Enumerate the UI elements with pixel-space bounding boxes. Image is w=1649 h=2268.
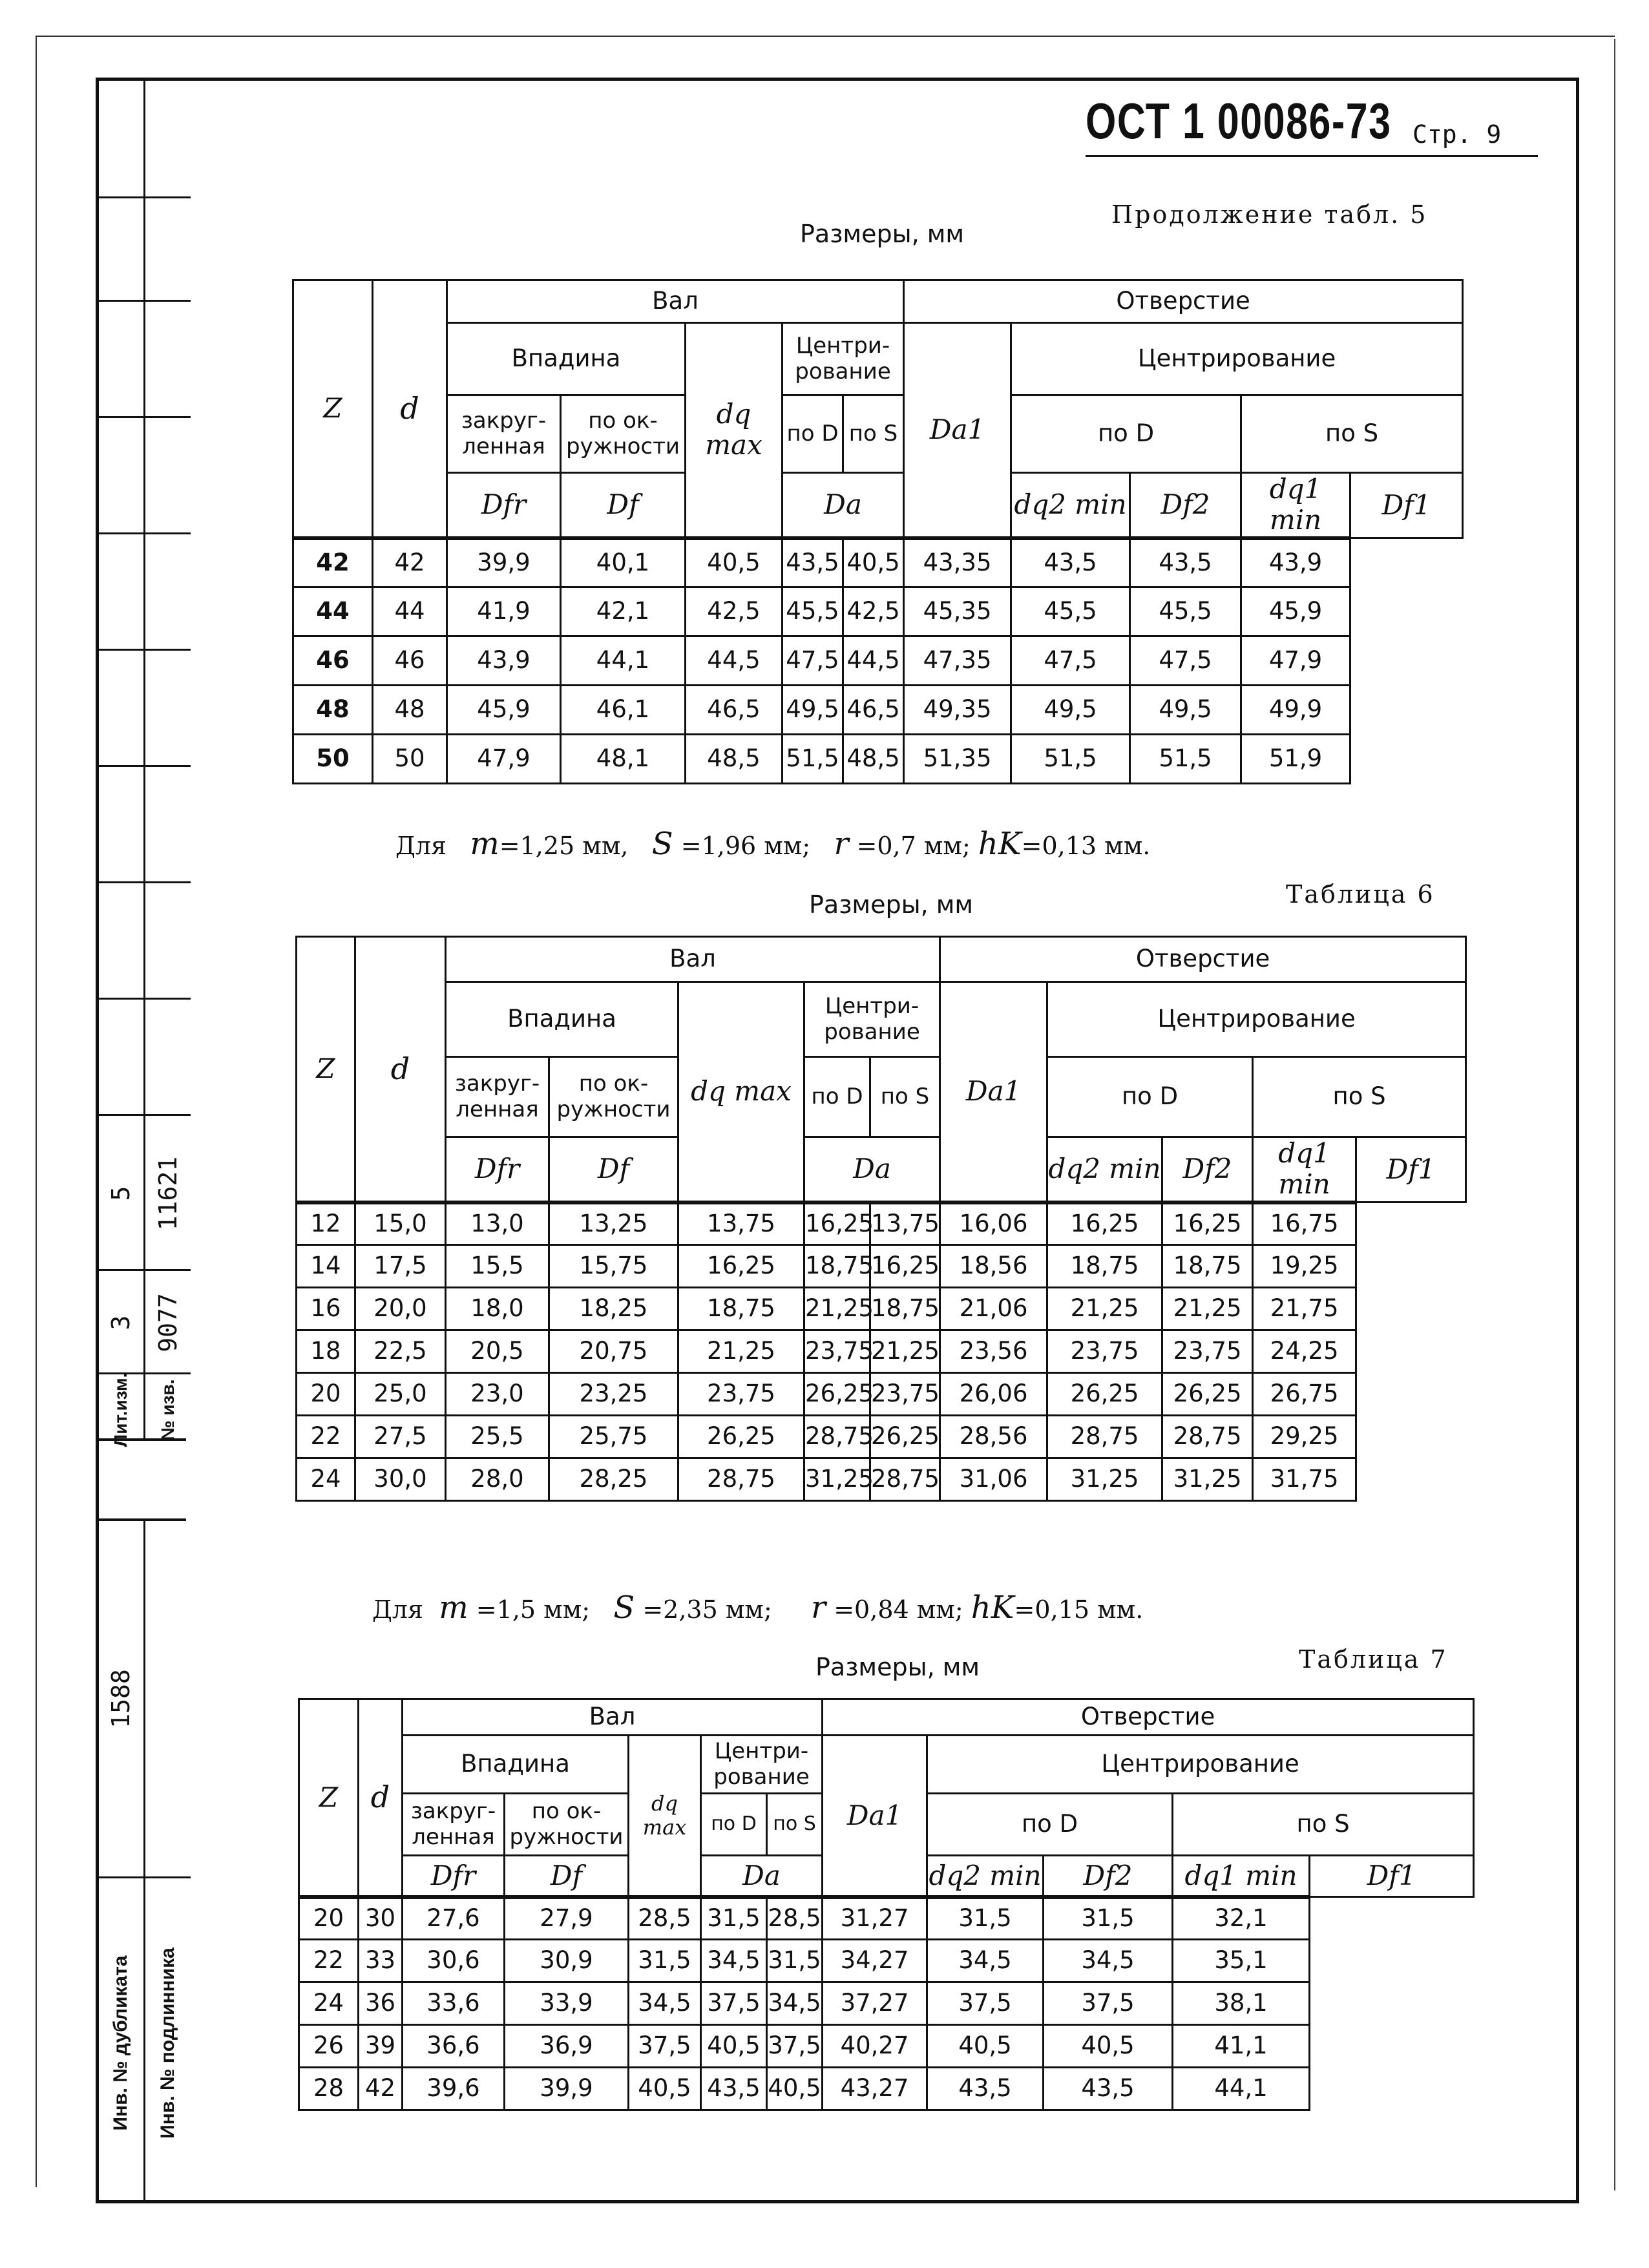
group-byS: по S bbox=[1241, 395, 1463, 473]
table-cell: 28,5 bbox=[629, 1897, 701, 1940]
table-cell: 28,75 bbox=[1162, 1416, 1253, 1458]
table5-units: Размеры, мм bbox=[800, 220, 965, 248]
table-cell: 37,5 bbox=[767, 2025, 823, 2068]
table6-note: Для m=1,25 мм, S =1,96 мм; r =0,7 мм; hK=0,13 мм. bbox=[395, 826, 1151, 862]
table-cell: 28,56 bbox=[940, 1416, 1047, 1458]
table-cell: 31,75 bbox=[1253, 1458, 1356, 1501]
table-row bbox=[297, 1458, 1466, 1501]
col-df: Df bbox=[505, 1856, 629, 1897]
table-cell: 31,25 bbox=[804, 1458, 870, 1501]
table-cell: 40,5 bbox=[927, 2025, 1044, 2068]
table-cell: 16,75 bbox=[1253, 1202, 1356, 1245]
table-cell: 45,5 bbox=[1130, 587, 1241, 636]
side-stamp-strip bbox=[96, 78, 186, 1447]
table-cell: 39,9 bbox=[505, 2068, 629, 2110]
table5-caption: Продолжение табл. 5 bbox=[1111, 200, 1428, 229]
table-cell: 26,75 bbox=[1253, 1373, 1356, 1416]
table-cell: 35,1 bbox=[1173, 1940, 1310, 1982]
col-dq1min: dq1 min bbox=[1241, 473, 1350, 538]
table-row bbox=[293, 636, 1463, 686]
table-5 bbox=[292, 279, 1464, 784]
table-row bbox=[293, 587, 1463, 636]
table-cell: 37,5 bbox=[1044, 1982, 1173, 2025]
table-cell: 24,25 bbox=[1253, 1330, 1356, 1373]
table-cell: 47,5 bbox=[1011, 636, 1130, 686]
table-cell: 34,27 bbox=[823, 1940, 927, 1982]
table-cell: 43,5 bbox=[1011, 538, 1130, 587]
table-cell: 47,9 bbox=[447, 735, 561, 784]
table-cell: 21,75 bbox=[1253, 1288, 1356, 1330]
table-cell: 22 bbox=[299, 1940, 359, 1982]
strip-notice-11621: 11621 bbox=[154, 1156, 182, 1231]
table-cell: 42 bbox=[359, 2068, 403, 2110]
table-cell: 49,35 bbox=[904, 686, 1011, 735]
table7-caption: Таблица 7 bbox=[1299, 1645, 1448, 1674]
table-cell: 15,0 bbox=[355, 1202, 446, 1245]
table-cell: 28,75 bbox=[804, 1416, 870, 1458]
group-byD: по D bbox=[1047, 1057, 1253, 1137]
table-cell: 33,6 bbox=[403, 1982, 505, 2025]
col-z: Z bbox=[297, 937, 355, 1202]
col-da1: Da1 bbox=[940, 982, 1047, 1202]
table-cell: 44,5 bbox=[843, 636, 904, 686]
table-cell: 31,5 bbox=[701, 1897, 767, 1940]
table-cell: 41,1 bbox=[1173, 2025, 1310, 2068]
table-cell: 28,75 bbox=[870, 1458, 940, 1501]
table-row bbox=[297, 1288, 1466, 1330]
col-dfr: Dfr bbox=[403, 1856, 505, 1897]
table-6 bbox=[295, 936, 1467, 1502]
table-cell: 16,25 bbox=[1162, 1202, 1253, 1245]
table-cell: 21,25 bbox=[870, 1330, 940, 1373]
col-da: Da bbox=[701, 1856, 823, 1897]
strip-dup-label: Инв. № дубликата bbox=[110, 1955, 131, 2131]
table-row bbox=[293, 538, 1463, 587]
table-cell: 20,75 bbox=[549, 1330, 678, 1373]
table-cell: 28,0 bbox=[446, 1458, 549, 1501]
col-d: d bbox=[373, 280, 447, 538]
col-poD: по D bbox=[701, 1794, 767, 1856]
table-cell: 21,25 bbox=[1162, 1288, 1253, 1330]
group-centering-shaft: Центри-рование bbox=[782, 323, 904, 395]
group-byD: по D bbox=[927, 1794, 1173, 1856]
table-row bbox=[293, 735, 1463, 784]
table-cell: 43,9 bbox=[1241, 538, 1350, 587]
table-cell: 26,25 bbox=[1047, 1373, 1162, 1416]
table-cell: 44 bbox=[373, 587, 447, 636]
table-cell: 34,5 bbox=[629, 1982, 701, 2025]
table-cell: 40,5 bbox=[629, 2068, 701, 2110]
table-cell: 13,0 bbox=[446, 1202, 549, 1245]
table-cell: 20 bbox=[297, 1373, 355, 1416]
table-cell: 40,5 bbox=[843, 538, 904, 587]
page-number: Стр. 9 bbox=[1413, 120, 1502, 149]
table-cell: 37,5 bbox=[927, 1982, 1044, 2025]
table-cell: 21,25 bbox=[1047, 1288, 1162, 1330]
table-cell: 26 bbox=[299, 2025, 359, 2068]
table-cell: 20,5 bbox=[446, 1330, 549, 1373]
table-cell: 47,35 bbox=[904, 636, 1011, 686]
group-shaft: Вал bbox=[447, 280, 904, 323]
table-cell: 37,27 bbox=[823, 1982, 927, 2025]
group-centering-shaft: Центри-рование bbox=[701, 1736, 823, 1794]
col-dq1min: dq1 min bbox=[1253, 1137, 1356, 1202]
table-cell: 31,5 bbox=[629, 1940, 701, 1982]
col-rounded: закруг-ленная bbox=[447, 395, 561, 473]
table-cell: 18,0 bbox=[446, 1288, 549, 1330]
col-d: d bbox=[355, 937, 446, 1202]
group-hole: Отверстие bbox=[940, 937, 1466, 982]
table-cell: 30,9 bbox=[505, 1940, 629, 1982]
table-cell: 14 bbox=[297, 1245, 355, 1288]
col-df2: Df2 bbox=[1162, 1137, 1253, 1202]
table-cell: 16,25 bbox=[804, 1202, 870, 1245]
col-poS: по S bbox=[843, 395, 904, 473]
table-cell: 22 bbox=[297, 1416, 355, 1458]
table-cell: 48,1 bbox=[561, 735, 686, 784]
table-cell: 23,75 bbox=[804, 1330, 870, 1373]
table-cell: 23,75 bbox=[678, 1373, 804, 1416]
table-cell: 46,5 bbox=[843, 686, 904, 735]
table-row bbox=[297, 1330, 1466, 1373]
table-cell: 44,5 bbox=[686, 636, 782, 686]
table-cell: 41,9 bbox=[447, 587, 561, 636]
col-df1: Df1 bbox=[1356, 1137, 1466, 1202]
table-cell: 34,5 bbox=[1044, 1940, 1173, 1982]
table-cell: 46,5 bbox=[686, 686, 782, 735]
table-cell: 13,75 bbox=[678, 1202, 804, 1245]
table-cell: 43,35 bbox=[904, 538, 1011, 587]
table-cell: 34,5 bbox=[767, 1982, 823, 2025]
table-cell: 18,56 bbox=[940, 1245, 1047, 1288]
table-cell: 43,27 bbox=[823, 2068, 927, 2110]
table-row bbox=[297, 1373, 1466, 1416]
table-cell: 44,1 bbox=[1173, 2068, 1310, 2110]
table-cell: 50 bbox=[293, 735, 373, 784]
table-cell: 22,5 bbox=[355, 1330, 446, 1373]
col-da: Da bbox=[782, 473, 904, 538]
col-df1: Df1 bbox=[1350, 473, 1463, 538]
strip-orig-label: Инв. № подлинника bbox=[157, 1948, 178, 2139]
table-cell: 23,75 bbox=[1162, 1330, 1253, 1373]
table-cell: 28,75 bbox=[678, 1458, 804, 1501]
table-row bbox=[299, 1982, 1474, 2025]
table-cell: 27,5 bbox=[355, 1416, 446, 1458]
col-dqmax: dq max bbox=[686, 323, 782, 538]
table-cell: 31,25 bbox=[1162, 1458, 1253, 1501]
table-cell: 18,25 bbox=[549, 1288, 678, 1330]
col-dqmax: dq max bbox=[678, 982, 804, 1202]
table-cell: 21,06 bbox=[940, 1288, 1047, 1330]
table-cell: 49,5 bbox=[1011, 686, 1130, 735]
table-cell: 47,9 bbox=[1241, 636, 1350, 686]
group-hole: Отверстие bbox=[823, 1699, 1474, 1736]
table-cell: 16,06 bbox=[940, 1202, 1047, 1245]
table-cell: 28 bbox=[299, 2068, 359, 2110]
col-poD: по D bbox=[804, 1057, 870, 1137]
col-dq2min: dq2 min bbox=[1047, 1137, 1162, 1202]
table-cell: 28,25 bbox=[549, 1458, 678, 1501]
col-df2: Df2 bbox=[1044, 1856, 1173, 1897]
table-cell: 24 bbox=[299, 1982, 359, 2025]
table-cell: 49,5 bbox=[1130, 686, 1241, 735]
table-7 bbox=[298, 1698, 1475, 2111]
table-cell: 18,75 bbox=[1162, 1245, 1253, 1288]
col-da: Da bbox=[804, 1137, 940, 1202]
col-dq2min: dq2 min bbox=[927, 1856, 1044, 1897]
strip-notice-label: № изв. bbox=[158, 1379, 178, 1441]
table-cell: 28,5 bbox=[767, 1897, 823, 1940]
table-cell: 18,75 bbox=[870, 1288, 940, 1330]
table-cell: 19,25 bbox=[1253, 1245, 1356, 1288]
table-row bbox=[299, 2025, 1474, 2068]
table-cell: 20 bbox=[299, 1897, 359, 1940]
col-z: Z bbox=[299, 1699, 359, 1897]
col-df: Df bbox=[561, 473, 686, 538]
table-row bbox=[297, 1245, 1466, 1288]
table-row bbox=[297, 1202, 1466, 1245]
col-dfr: Dfr bbox=[446, 1137, 549, 1202]
group-centering-hole: Центрирование bbox=[1011, 323, 1463, 395]
table-cell: 43,5 bbox=[1044, 2068, 1173, 2110]
table-cell: 31,06 bbox=[940, 1458, 1047, 1501]
table-cell: 40,5 bbox=[686, 538, 782, 587]
col-dqmax: dq max bbox=[629, 1736, 701, 1897]
table-cell: 27,9 bbox=[505, 1897, 629, 1940]
table-cell: 45,9 bbox=[447, 686, 561, 735]
table-cell: 12 bbox=[297, 1202, 355, 1245]
table-row bbox=[299, 1940, 1474, 1982]
strip-inv-1588: 1588 bbox=[107, 1669, 135, 1728]
group-hole: Отверстие bbox=[904, 280, 1463, 323]
table-cell: 38,1 bbox=[1173, 1982, 1310, 2025]
strip-lit-label: Лит.изм. bbox=[110, 1372, 131, 1447]
table7-units: Размеры, мм bbox=[815, 1653, 980, 1681]
table-cell: 16,25 bbox=[1047, 1202, 1162, 1245]
col-poS: по S bbox=[870, 1057, 940, 1137]
col-df: Df bbox=[549, 1137, 678, 1202]
side-inventory-strip bbox=[96, 1518, 186, 2203]
table-cell: 40,27 bbox=[823, 2025, 927, 2068]
header-underline bbox=[1086, 155, 1538, 157]
table-cell: 46 bbox=[373, 636, 447, 686]
table-cell: 31,25 bbox=[1047, 1458, 1162, 1501]
table-cell: 24 bbox=[297, 1458, 355, 1501]
table-cell: 21,25 bbox=[804, 1288, 870, 1330]
table-cell: 48,5 bbox=[843, 735, 904, 784]
table-cell: 33,9 bbox=[505, 1982, 629, 2025]
group-byS: по S bbox=[1253, 1057, 1466, 1137]
col-da1: Da1 bbox=[904, 323, 1011, 538]
table-cell: 43,9 bbox=[447, 636, 561, 686]
group-centering-hole: Центрирование bbox=[927, 1736, 1474, 1794]
strip-notice-9077: 9077 bbox=[154, 1293, 182, 1352]
table-cell: 45,5 bbox=[782, 587, 843, 636]
group-centering-hole: Центрирование bbox=[1047, 982, 1466, 1057]
table-cell: 42,5 bbox=[686, 587, 782, 636]
group-shaft: Вал bbox=[403, 1699, 823, 1736]
table-cell: 49,5 bbox=[782, 686, 843, 735]
table-cell: 36,6 bbox=[403, 2025, 505, 2068]
table-cell: 42,1 bbox=[561, 587, 686, 636]
table-cell: 26,25 bbox=[678, 1416, 804, 1458]
table-cell: 15,75 bbox=[549, 1245, 678, 1288]
table-cell: 39,6 bbox=[403, 2068, 505, 2110]
table-cell: 48 bbox=[293, 686, 373, 735]
table-cell: 51,5 bbox=[1130, 735, 1241, 784]
table-cell: 45,35 bbox=[904, 587, 1011, 636]
table-cell: 20,0 bbox=[355, 1288, 446, 1330]
table-cell: 15,5 bbox=[446, 1245, 549, 1288]
table-cell: 28,75 bbox=[1047, 1416, 1162, 1458]
table-cell: 18,75 bbox=[804, 1245, 870, 1288]
col-dq1min: dq1 min bbox=[1173, 1856, 1310, 1897]
table-cell: 45,5 bbox=[1011, 587, 1130, 636]
table-cell: 46 bbox=[293, 636, 373, 686]
table-cell: 43,5 bbox=[927, 2068, 1044, 2110]
table-cell: 25,75 bbox=[549, 1416, 678, 1458]
table-cell: 44,1 bbox=[561, 636, 686, 686]
col-dq2min: dq2 min bbox=[1011, 473, 1130, 538]
table-cell: 47,5 bbox=[782, 636, 843, 686]
table7-note: Для m =1,5 мм; S =2,35 мм; r =0,84 мм; hK=0,15 мм. bbox=[372, 1590, 1144, 1626]
col-rounded: закруг-ленная bbox=[403, 1794, 505, 1856]
table-cell: 26,06 bbox=[940, 1373, 1047, 1416]
col-z: Z bbox=[293, 280, 373, 538]
table-row bbox=[299, 1897, 1474, 1940]
table-cell: 48 bbox=[373, 686, 447, 735]
col-df2: Df2 bbox=[1130, 473, 1241, 538]
col-rounded: закруг-ленная bbox=[446, 1057, 549, 1137]
col-circle: по ок-ружности bbox=[561, 395, 686, 473]
table-cell: 18,75 bbox=[678, 1288, 804, 1330]
table-cell: 23,25 bbox=[549, 1373, 678, 1416]
table-cell: 13,75 bbox=[870, 1202, 940, 1245]
table-cell: 39,9 bbox=[447, 538, 561, 587]
group-byD: по D bbox=[1011, 395, 1241, 473]
table-cell: 40,5 bbox=[1044, 2025, 1173, 2068]
table-cell: 42,5 bbox=[843, 587, 904, 636]
col-df1: Df1 bbox=[1310, 1856, 1474, 1897]
table-cell: 48,5 bbox=[686, 735, 782, 784]
col-circle: по ок-ружности bbox=[549, 1057, 678, 1137]
table-cell: 36,9 bbox=[505, 2025, 629, 2068]
table-cell: 37,5 bbox=[701, 1982, 767, 2025]
table-cell: 51,5 bbox=[1011, 735, 1130, 784]
table-cell: 26,25 bbox=[804, 1373, 870, 1416]
table-cell: 34,5 bbox=[701, 1940, 767, 1982]
group-byS: по S bbox=[1173, 1794, 1474, 1856]
table-cell: 23,75 bbox=[870, 1373, 940, 1416]
table6-units: Размеры, мм bbox=[809, 890, 974, 919]
table-cell: 44 bbox=[293, 587, 373, 636]
table-cell: 31,5 bbox=[927, 1897, 1044, 1940]
table-cell: 31,27 bbox=[823, 1897, 927, 1940]
table-cell: 30,0 bbox=[355, 1458, 446, 1501]
table-cell: 30,6 bbox=[403, 1940, 505, 1982]
table-cell: 25,0 bbox=[355, 1373, 446, 1416]
table-cell: 16,25 bbox=[678, 1245, 804, 1288]
group-centering-shaft: Центри-рование bbox=[804, 982, 940, 1057]
table-cell: 43,5 bbox=[701, 2068, 767, 2110]
standard-code: ОСТ 1 00086-73 bbox=[1086, 92, 1392, 149]
col-da1: Da1 bbox=[823, 1736, 927, 1897]
table-cell: 23,0 bbox=[446, 1373, 549, 1416]
table-cell: 42 bbox=[293, 538, 373, 587]
group-cavity: Впадина bbox=[446, 982, 678, 1057]
table-cell: 39 bbox=[359, 2025, 403, 2068]
table-cell: 30 bbox=[359, 1897, 403, 1940]
table-cell: 21,25 bbox=[678, 1330, 804, 1373]
right-border bbox=[1614, 39, 1615, 2190]
table-cell: 40,5 bbox=[767, 2068, 823, 2110]
table-cell: 34,5 bbox=[927, 1940, 1044, 1982]
table-cell: 37,5 bbox=[629, 2025, 701, 2068]
group-shaft: Вал bbox=[446, 937, 940, 982]
table-cell: 51,9 bbox=[1241, 735, 1350, 784]
table-cell: 32,1 bbox=[1173, 1897, 1310, 1940]
table-cell: 25,5 bbox=[446, 1416, 549, 1458]
table-cell: 16,25 bbox=[870, 1245, 940, 1288]
table-cell: 45,9 bbox=[1241, 587, 1350, 636]
col-poD: по D bbox=[782, 395, 843, 473]
table-cell: 50 bbox=[373, 735, 447, 784]
strip-rev-3: 3 bbox=[107, 1315, 135, 1330]
table-cell: 18 bbox=[297, 1330, 355, 1373]
table-cell: 31,5 bbox=[767, 1940, 823, 1982]
table-row bbox=[293, 686, 1463, 735]
table-cell: 18,75 bbox=[1047, 1245, 1162, 1288]
group-cavity: Впадина bbox=[447, 323, 686, 395]
table-cell: 33 bbox=[359, 1940, 403, 1982]
table6-caption: Таблица 6 bbox=[1286, 880, 1435, 908]
table-cell: 16 bbox=[297, 1288, 355, 1330]
table-cell: 42 bbox=[373, 538, 447, 587]
strip-rev-5: 5 bbox=[107, 1186, 135, 1201]
table-cell: 49,9 bbox=[1241, 686, 1350, 735]
table-cell: 27,6 bbox=[403, 1897, 505, 1940]
table-cell: 26,25 bbox=[870, 1416, 940, 1458]
table-cell: 51,35 bbox=[904, 735, 1011, 784]
table-row bbox=[299, 2068, 1474, 2110]
col-poS: по S bbox=[767, 1794, 823, 1856]
table-cell: 43,5 bbox=[1130, 538, 1241, 587]
group-cavity: Впадина bbox=[403, 1736, 629, 1794]
col-circle: по ок-ружности bbox=[505, 1794, 629, 1856]
table-cell: 40,1 bbox=[561, 538, 686, 587]
table-cell: 51,5 bbox=[782, 735, 843, 784]
table-cell: 40,5 bbox=[701, 2025, 767, 2068]
table-cell: 47,5 bbox=[1130, 636, 1241, 686]
table-cell: 31,5 bbox=[1044, 1897, 1173, 1940]
table-cell: 23,75 bbox=[1047, 1330, 1162, 1373]
col-dfr: Dfr bbox=[447, 473, 561, 538]
table-cell: 17,5 bbox=[355, 1245, 446, 1288]
table-cell: 36 bbox=[359, 1982, 403, 2025]
table-row bbox=[297, 1416, 1466, 1458]
table-cell: 13,25 bbox=[549, 1202, 678, 1245]
table-cell: 43,5 bbox=[782, 538, 843, 587]
table-cell: 29,25 bbox=[1253, 1416, 1356, 1458]
table-cell: 26,25 bbox=[1162, 1373, 1253, 1416]
table-cell: 46,1 bbox=[561, 686, 686, 735]
table-cell: 23,56 bbox=[940, 1330, 1047, 1373]
col-d: d bbox=[359, 1699, 403, 1897]
